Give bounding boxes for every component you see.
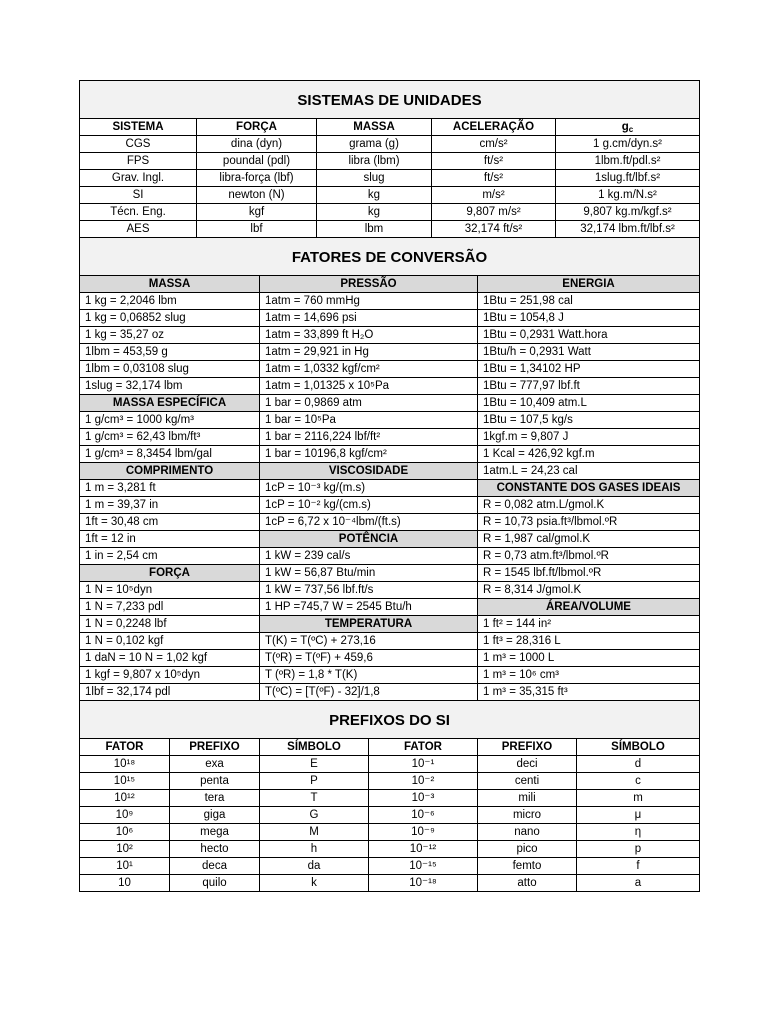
- column-header: FORÇA: [197, 119, 317, 135]
- conversion-factor: 1 m = 39,37 in: [80, 497, 259, 514]
- column-header: PREFIXO: [170, 739, 260, 755]
- column-header: FATOR: [80, 739, 170, 755]
- mass-unit-cell: lbm: [317, 221, 432, 237]
- conversion-factor: 1Btu = 0,2931 Watt.hora: [478, 327, 699, 344]
- conversion-factor: 1 kg = 35,27 oz: [80, 327, 259, 344]
- category-heading: MASSA ESPECÍFICA: [80, 395, 259, 412]
- conversion-factor: 1cP = 10⁻³ kg/(m.s): [260, 480, 477, 497]
- conversion-factor: 1 g/cm³ = 62,43 lbm/ft³: [80, 429, 259, 446]
- table-row: [80, 824, 699, 841]
- table-row: [80, 858, 699, 875]
- conversion-factors-grid: [80, 276, 699, 701]
- mass-unit-cell: grama (g): [317, 136, 432, 152]
- conversion-factor: T(K) = T(ºC) + 273,16: [260, 633, 477, 650]
- category-heading: ENERGIA: [478, 276, 699, 293]
- column-header: FATOR: [369, 739, 478, 755]
- gc-column-header: [556, 119, 699, 135]
- conversion-factor: T(ºC) = [T(ºF) - 32]/1,8: [260, 684, 477, 701]
- factor-cell: 10¹²: [80, 790, 170, 806]
- conversion-factor: 1 N = 7,233 pdl: [80, 599, 259, 616]
- conversion-factor: 1Btu = 10,409 atm.L: [478, 395, 699, 412]
- conversion-factor: 1atm = 33,899 ft H₂O: [260, 327, 477, 344]
- symbol-cell: G: [260, 807, 369, 823]
- conversion-factor: T (ºR) = 1,8 * T(K): [260, 667, 477, 684]
- category-heading: POTÊNCIA: [260, 531, 477, 548]
- factor-cell: 10¹⁸: [80, 756, 170, 772]
- conversion-factor: 1ft = 30,48 cm: [80, 514, 259, 531]
- prefix-cell: hecto: [170, 841, 260, 857]
- conversion-factor: 1atm = 760 mmHg: [260, 293, 477, 310]
- conversion-factor: 1 m³ = 1000 L: [478, 650, 699, 667]
- category-heading: CONSTANTE DOS GASES IDEAIS: [478, 480, 699, 497]
- conversion-factors-section: [80, 238, 699, 701]
- conversion-factor: R = 10,73 psia.ft³/lbmol.ºR: [478, 514, 699, 531]
- table-row: [80, 170, 699, 187]
- table-row: [80, 153, 699, 170]
- factor-cell: 10⁻²: [369, 773, 478, 789]
- mass-unit-cell: slug: [317, 170, 432, 186]
- conversion-factor: 1 kg = 2,2046 lbm: [80, 293, 259, 310]
- gc-value-cell: 1 g.cm/dyn.s²: [592, 138, 663, 150]
- conversion-factor: 1 Kcal = 426,92 kgf.m: [478, 446, 699, 463]
- symbol-cell: T: [260, 790, 369, 806]
- symbol-cell: k: [260, 875, 369, 891]
- gc-value-cell: 1lbm.ft/pdl.s²: [594, 155, 661, 167]
- conversion-factor: 1lbf = 32,174 pdl: [80, 684, 259, 701]
- conversion-factor: 1 HP =745,7 W = 2545 Btu/h: [260, 599, 477, 616]
- conversion-factor: 1 g/cm³ = 8,3454 lbm/gal: [80, 446, 259, 463]
- factor-cell: 10⁻⁹: [369, 824, 478, 840]
- force-unit-cell: newton (N): [197, 187, 317, 203]
- conversion-factor: R = 1545 lbf.ft/lbmol.ºR: [478, 565, 699, 582]
- conversion-factor: 1lbm = 453,59 g: [80, 344, 259, 361]
- factor-cell: 10¹: [80, 858, 170, 874]
- conversion-factor: 1 kgf = 9,807 x 10⁵dyn: [80, 667, 259, 684]
- symbol-cell: P: [260, 773, 369, 789]
- mass-unit-cell: kg: [317, 204, 432, 220]
- acceleration-cell: 9,807 m/s²: [432, 204, 556, 220]
- conversion-factor: 1cP = 6,72 x 10⁻⁴lbm/(ft.s): [260, 514, 477, 531]
- conversion-factor: 1 m³ = 10⁶ cm³: [478, 667, 699, 684]
- gc-subscript: c: [628, 125, 634, 134]
- section-title: PREFIXOS DO SI: [80, 701, 699, 739]
- category-heading: ÁREA/VOLUME: [478, 599, 699, 616]
- conversion-factor: 1 N = 10⁵dyn: [80, 582, 259, 599]
- factor-cell: 10⁻¹⁸: [369, 875, 478, 891]
- system-name-cell: CGS: [80, 136, 197, 152]
- factor-cell: 10⁹: [80, 807, 170, 823]
- symbol-cell: da: [260, 858, 369, 874]
- factor-cell: 10⁻¹⁵: [369, 858, 478, 874]
- conversion-factor: 1Btu = 251,98 cal: [478, 293, 699, 310]
- category-heading: VISCOSIDADE: [260, 463, 477, 480]
- table-row: [80, 790, 699, 807]
- table-row: [80, 221, 699, 238]
- conversion-factor: 1 N = 0,102 kgf: [80, 633, 259, 650]
- conversion-column: [260, 276, 478, 701]
- symbol-cell: η: [634, 826, 642, 838]
- factor-cell: 10⁻¹: [369, 756, 478, 772]
- conversion-factor: 1atm = 29,921 in Hg: [260, 344, 477, 361]
- conversion-factor: 1 m³ = 35,315 ft³: [478, 684, 699, 701]
- symbol-cell: c: [635, 775, 641, 787]
- table-header-row: [80, 119, 699, 136]
- gc-value-cell: 1 kg.m/N.s²: [598, 189, 657, 201]
- force-unit-cell: poundal (pdl): [197, 153, 317, 169]
- symbol-cell: E: [260, 756, 369, 772]
- symbol-cell: a: [634, 877, 642, 889]
- conversion-factor: 1Btu = 1054,8 J: [478, 310, 699, 327]
- prefix-cell: tera: [170, 790, 260, 806]
- prefix-cell: femto: [478, 858, 577, 874]
- section-title: FATORES DE CONVERSÃO: [80, 238, 699, 276]
- mass-unit-cell: kg: [317, 187, 432, 203]
- table-row: [80, 136, 699, 153]
- conversion-factor: 1ft = 12 in: [80, 531, 259, 548]
- unit-systems-section: [80, 81, 699, 238]
- conversion-factor: 1 kW = 56,87 Btu/min: [260, 565, 477, 582]
- symbol-cell: h: [260, 841, 369, 857]
- factor-cell: 10²: [80, 841, 170, 857]
- conversion-factor: 1slug = 32,174 lbm: [80, 378, 259, 395]
- prefix-cell: pico: [478, 841, 577, 857]
- conversion-factor: 1Btu = 107,5 kg/s: [478, 412, 699, 429]
- conversion-factor: 1 bar = 0,9869 atm: [260, 395, 477, 412]
- conversion-factor: 1 ft³ = 28,316 L: [478, 633, 699, 650]
- acceleration-cell: 32,174 ft/s²: [432, 221, 556, 237]
- conversion-factor: 1 daN = 10 N = 1,02 kgf: [80, 650, 259, 667]
- category-heading: FORÇA: [80, 565, 259, 582]
- table-row: [80, 773, 699, 790]
- factor-cell: 10⁻⁶: [369, 807, 478, 823]
- factor-cell: 10⁶: [80, 824, 170, 840]
- conversion-factor: 1atm = 14,696 psi: [260, 310, 477, 327]
- conversion-factor: 1 kg = 0,06852 slug: [80, 310, 259, 327]
- conversion-factor: 1atm.L = 24,23 cal: [478, 463, 699, 480]
- symbol-cell: M: [260, 824, 369, 840]
- prefix-cell: mega: [170, 824, 260, 840]
- symbol-cell: f: [636, 860, 640, 872]
- conversion-factor: 1 kW = 737,56 lbf.ft/s: [260, 582, 477, 599]
- category-heading: COMPRIMENTO: [80, 463, 259, 480]
- prefix-cell: deca: [170, 858, 260, 874]
- gc-value-cell: 9,807 kg.m/kgf.s²: [583, 206, 672, 218]
- table-row: [80, 841, 699, 858]
- table-row: [80, 204, 699, 221]
- force-unit-cell: dina (dyn): [197, 136, 317, 152]
- prefix-cell: giga: [170, 807, 260, 823]
- conversion-factor: 1Btu/h = 0,2931 Watt: [478, 344, 699, 361]
- system-name-cell: AES: [80, 221, 197, 237]
- category-heading: PRESSÃO: [260, 276, 477, 293]
- conversion-factor: 1 bar = 10196,8 kgf/cm²: [260, 446, 477, 463]
- mass-unit-cell: libra (lbm): [317, 153, 432, 169]
- factor-cell: 10⁻³: [369, 790, 478, 806]
- conversion-factor: 1 ft² = 144 in²: [478, 616, 699, 633]
- conversion-factor: 1atm = 1,0332 kgf/cm²: [260, 361, 477, 378]
- conversion-factor: R = 0,73 atm.ft³/lbmol.ºR: [478, 548, 699, 565]
- prefix-cell: penta: [170, 773, 260, 789]
- table-row: [80, 187, 699, 204]
- column-header: ACELERAÇÃO: [432, 119, 556, 135]
- factor-cell: 10¹⁵: [80, 773, 170, 789]
- conversion-factor: 1atm = 1,01325 x 10⁵Pa: [260, 378, 477, 395]
- symbol-cell: m: [633, 792, 643, 804]
- table-row: [80, 875, 699, 892]
- acceleration-cell: cm/s²: [432, 136, 556, 152]
- conversion-factor: 1 N = 0,2248 lbf: [80, 616, 259, 633]
- conversion-factor: 1 bar = 2116,224 lbf/ft²: [260, 429, 477, 446]
- column-header: MASSA: [317, 119, 432, 135]
- column-header: SÍMBOLO: [611, 741, 665, 753]
- factor-cell: 10⁻¹²: [369, 841, 478, 857]
- conversion-factor: T(ºR) = T(ºF) + 459,6: [260, 650, 477, 667]
- conversion-factor: 1Btu = 777,97 lbf.ft: [478, 378, 699, 395]
- acceleration-cell: ft/s²: [432, 170, 556, 186]
- prefix-cell: quilo: [170, 875, 260, 891]
- table-row: [80, 807, 699, 824]
- force-unit-cell: libra-força (lbf): [197, 170, 317, 186]
- unit-reference-sheet: [79, 80, 700, 892]
- system-name-cell: FPS: [80, 153, 197, 169]
- system-name-cell: Técn. Eng.: [80, 204, 197, 220]
- symbol-cell: d: [634, 758, 642, 770]
- conversion-factor: 1 bar = 10⁵Pa: [260, 412, 477, 429]
- conversion-column: [80, 276, 260, 701]
- column-header: PREFIXO: [478, 739, 577, 755]
- category-heading: TEMPERATURA: [260, 616, 477, 633]
- section-title: SISTEMAS DE UNIDADES: [80, 81, 699, 119]
- gc-value-cell: 32,174 lbm.ft/lbf.s²: [580, 223, 675, 235]
- column-header: SISTEMA: [80, 119, 197, 135]
- conversion-factor: 1Btu = 1,34102 HP: [478, 361, 699, 378]
- prefix-cell: deci: [478, 756, 577, 772]
- prefix-cell: atto: [478, 875, 577, 891]
- conversion-factor: R = 8,314 J/gmol.K: [478, 582, 699, 599]
- prefix-cell: mili: [478, 790, 577, 806]
- force-unit-cell: kgf: [197, 204, 317, 220]
- table-header-row: [80, 739, 699, 756]
- unit-systems-table-body: [80, 136, 699, 238]
- conversion-factor: 1 g/cm³ = 1000 kg/m³: [80, 412, 259, 429]
- prefix-cell: centi: [478, 773, 577, 789]
- prefix-cell: exa: [170, 756, 260, 772]
- symbol-cell: p: [634, 843, 642, 855]
- conversion-factor: 1cP = 10⁻² kg/(cm.s): [260, 497, 477, 514]
- symbol-cell: μ: [634, 809, 642, 821]
- table-row: [80, 756, 699, 773]
- acceleration-cell: ft/s²: [432, 153, 556, 169]
- si-prefixes-section: [80, 701, 699, 892]
- conversion-factor: 1 in = 2,54 cm: [80, 548, 259, 565]
- conversion-factor: 1 m = 3,281 ft: [80, 480, 259, 497]
- acceleration-cell: m/s²: [432, 187, 556, 203]
- system-name-cell: SI: [80, 187, 197, 203]
- prefix-cell: micro: [478, 807, 577, 823]
- gc-value-cell: 1slug.ft/lbf.s²: [594, 172, 661, 184]
- prefix-cell: nano: [478, 824, 577, 840]
- conversion-factor: 1lbm = 0,03108 slug: [80, 361, 259, 378]
- si-prefixes-table-body: [80, 756, 699, 892]
- category-heading: MASSA: [80, 276, 259, 293]
- gc-symbol: g: [621, 121, 629, 133]
- conversion-factor: R = 1,987 cal/gmol.K: [478, 531, 699, 548]
- column-header: SÍMBOLO: [260, 739, 369, 755]
- force-unit-cell: lbf: [197, 221, 317, 237]
- conversion-factor: 1kgf.m = 9,807 J: [478, 429, 699, 446]
- factor-cell: 10: [80, 875, 170, 891]
- system-name-cell: Grav. Ingl.: [80, 170, 197, 186]
- conversion-factor: 1 kW = 239 cal/s: [260, 548, 477, 565]
- conversion-column: [478, 276, 699, 701]
- conversion-factor: R = 0,082 atm.L/gmol.K: [478, 497, 699, 514]
